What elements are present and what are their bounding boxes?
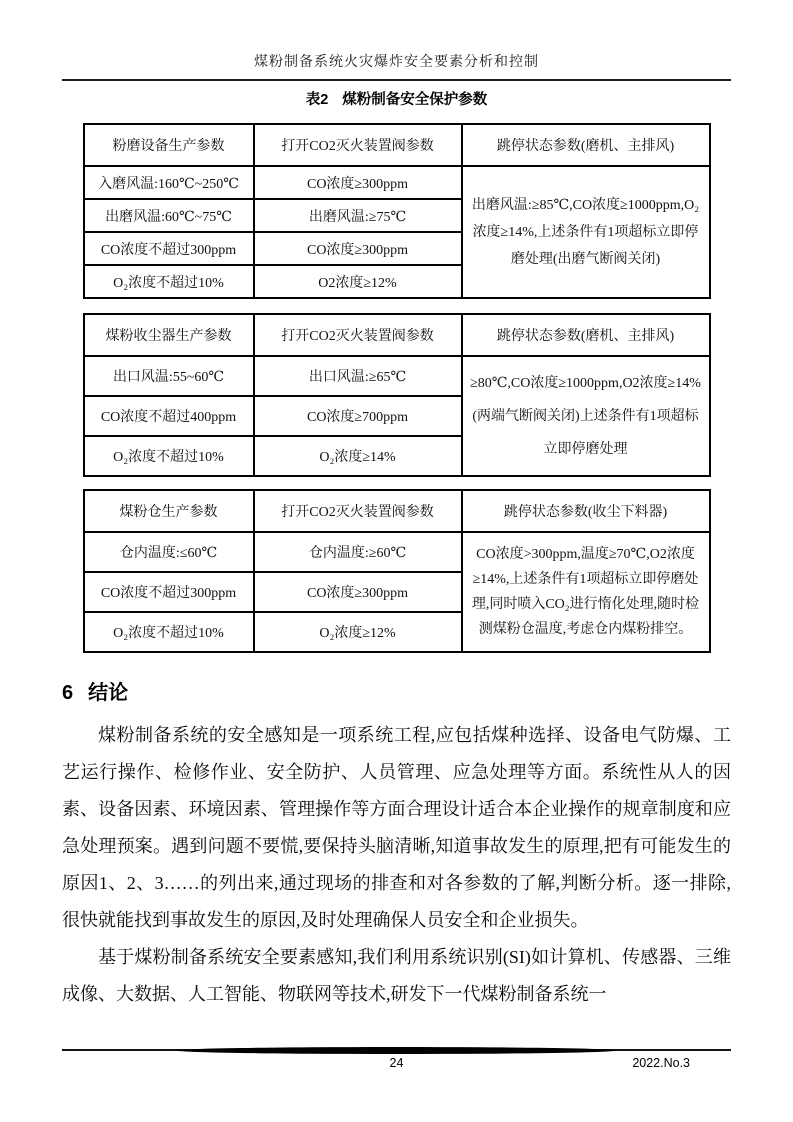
header-cell: 跳停状态参数(磨机、主排风) <box>462 314 710 356</box>
paragraph: 基于煤粉制备系统安全要素感知,我们利用系统识别(SI)如计算机、传感器、三维成像、大数据、人工智能、物联网等技术,研发下一代煤粉制备系统一 <box>62 947 731 1004</box>
conclusion-body <box>62 717 731 1013</box>
table-cell: 出磨风温:≥75℃ <box>254 199 462 232</box>
page-number: 24 <box>389 1056 404 1070</box>
table-caption-title: 煤粉制备安全保护参数 <box>342 92 488 108</box>
table-cell: 出磨风温:60℃~75℃ <box>84 199 254 232</box>
trip-condition-cell: 出磨风温:≥85℃,CO浓度≥1000ppm,O₂浓度≥14%,上述条件有1项超标立即停磨处理(出磨气断阀关闭) <box>462 166 710 298</box>
table-row <box>84 356 710 396</box>
footer-rule <box>62 1047 731 1054</box>
table-row <box>84 532 710 572</box>
table-cell: O₂浓度不超过10% <box>84 612 254 652</box>
table-caption <box>62 90 731 110</box>
table-cell: O₂浓度≥12% <box>254 612 462 652</box>
trip-condition-cell: CO浓度>300ppm,温度≥70℃,O2浓度≥14%,上述条件有1项超标立即停磨处理,同时喷入CO₂进行惰化处理,随时检测煤粉仓温度,考虑仓内煤粉排空。 <box>462 532 710 652</box>
header-cell: 煤粉仓生产参数 <box>84 490 254 532</box>
header-cell: 跳停状态参数(磨机、主排风) <box>462 124 710 166</box>
table-header-row <box>84 314 710 356</box>
header-cell: 跳停状态参数(收尘下料器) <box>462 490 710 532</box>
table-cell: CO浓度≥300ppm <box>254 166 462 199</box>
page-footer <box>62 1047 731 1074</box>
table-caption-label: 表2 <box>305 92 329 108</box>
table-cell: 出口风温:≥65℃ <box>254 356 462 396</box>
safety-table-coal-bin <box>83 489 711 653</box>
running-title: 煤粉制备系统火灾爆炸安全要素分析和控制 <box>254 55 539 70</box>
trip-condition-cell: ≥80℃,CO浓度≥1000ppm,O2浓度≥14%(两端气断阀关闭)上述条件有1项超标立即停磨处理 <box>462 356 710 476</box>
table-row <box>84 166 710 199</box>
table-cell: O₂浓度不超过10% <box>84 265 254 298</box>
header-cell: 煤粉收尘器生产参数 <box>84 314 254 356</box>
header-cell: 打开CO2灭火装置阀参数 <box>254 490 462 532</box>
table-cell: CO浓度≥300ppm <box>254 232 462 265</box>
table-header-row <box>84 490 710 532</box>
table-cell: CO浓度不超过300ppm <box>84 232 254 265</box>
table-header-row <box>84 124 710 166</box>
table-cell: O2浓度≥12% <box>254 265 462 298</box>
section-title: 结论 <box>88 682 129 704</box>
header-rule <box>62 79 731 81</box>
table-cell: CO浓度≥300ppm <box>254 572 462 612</box>
section-number: 6 <box>62 682 74 704</box>
table-cell: CO浓度不超过300ppm <box>84 572 254 612</box>
safety-table-mill <box>83 123 711 299</box>
issue-number: 2022.No.3 <box>632 1056 690 1070</box>
table-cell: 入磨风温:160℃~250℃ <box>84 166 254 199</box>
table-cell: O₂浓度≥14% <box>254 436 462 476</box>
header-cell: 打开CO2灭火装置阀参数 <box>254 314 462 356</box>
safety-table-dust-collector <box>83 313 711 477</box>
table-cell: 出口风温:55~60℃ <box>84 356 254 396</box>
header-cell: 粉磨设备生产参数 <box>84 124 254 166</box>
table-cell: O₂浓度不超过10% <box>84 436 254 476</box>
table-cell: CO浓度不超过400ppm <box>84 396 254 436</box>
section-heading <box>62 680 731 706</box>
table-cell: CO浓度≥700ppm <box>254 396 462 436</box>
paragraph: 煤粉制备系统的安全感知是一项系统工程,应包括煤种选择、设备电气防爆、工艺运行操作、检修作业、安全防护、人员管理、应急处理等方面。系统性从人的因素、设备因素、环境因素、管理操作等方面合理设计适合本企业操作的规章制度和应急处理预案。遇到问题不要慌,要保持头脑清晰,知道事故发生的原理,把有可能发生的原因1、2、3……的列出来,通过现场的排查和对各参数的了解,判断分析。逐一排除,很快就能找到事故发生的原因,及时处理确保人员安全和企业损失。 <box>62 725 731 930</box>
table-cell: 仓内温度:≥60℃ <box>254 532 462 572</box>
header-cell: 打开CO2灭火装置阀参数 <box>254 124 462 166</box>
table-cell: 仓内温度:≤60℃ <box>84 532 254 572</box>
